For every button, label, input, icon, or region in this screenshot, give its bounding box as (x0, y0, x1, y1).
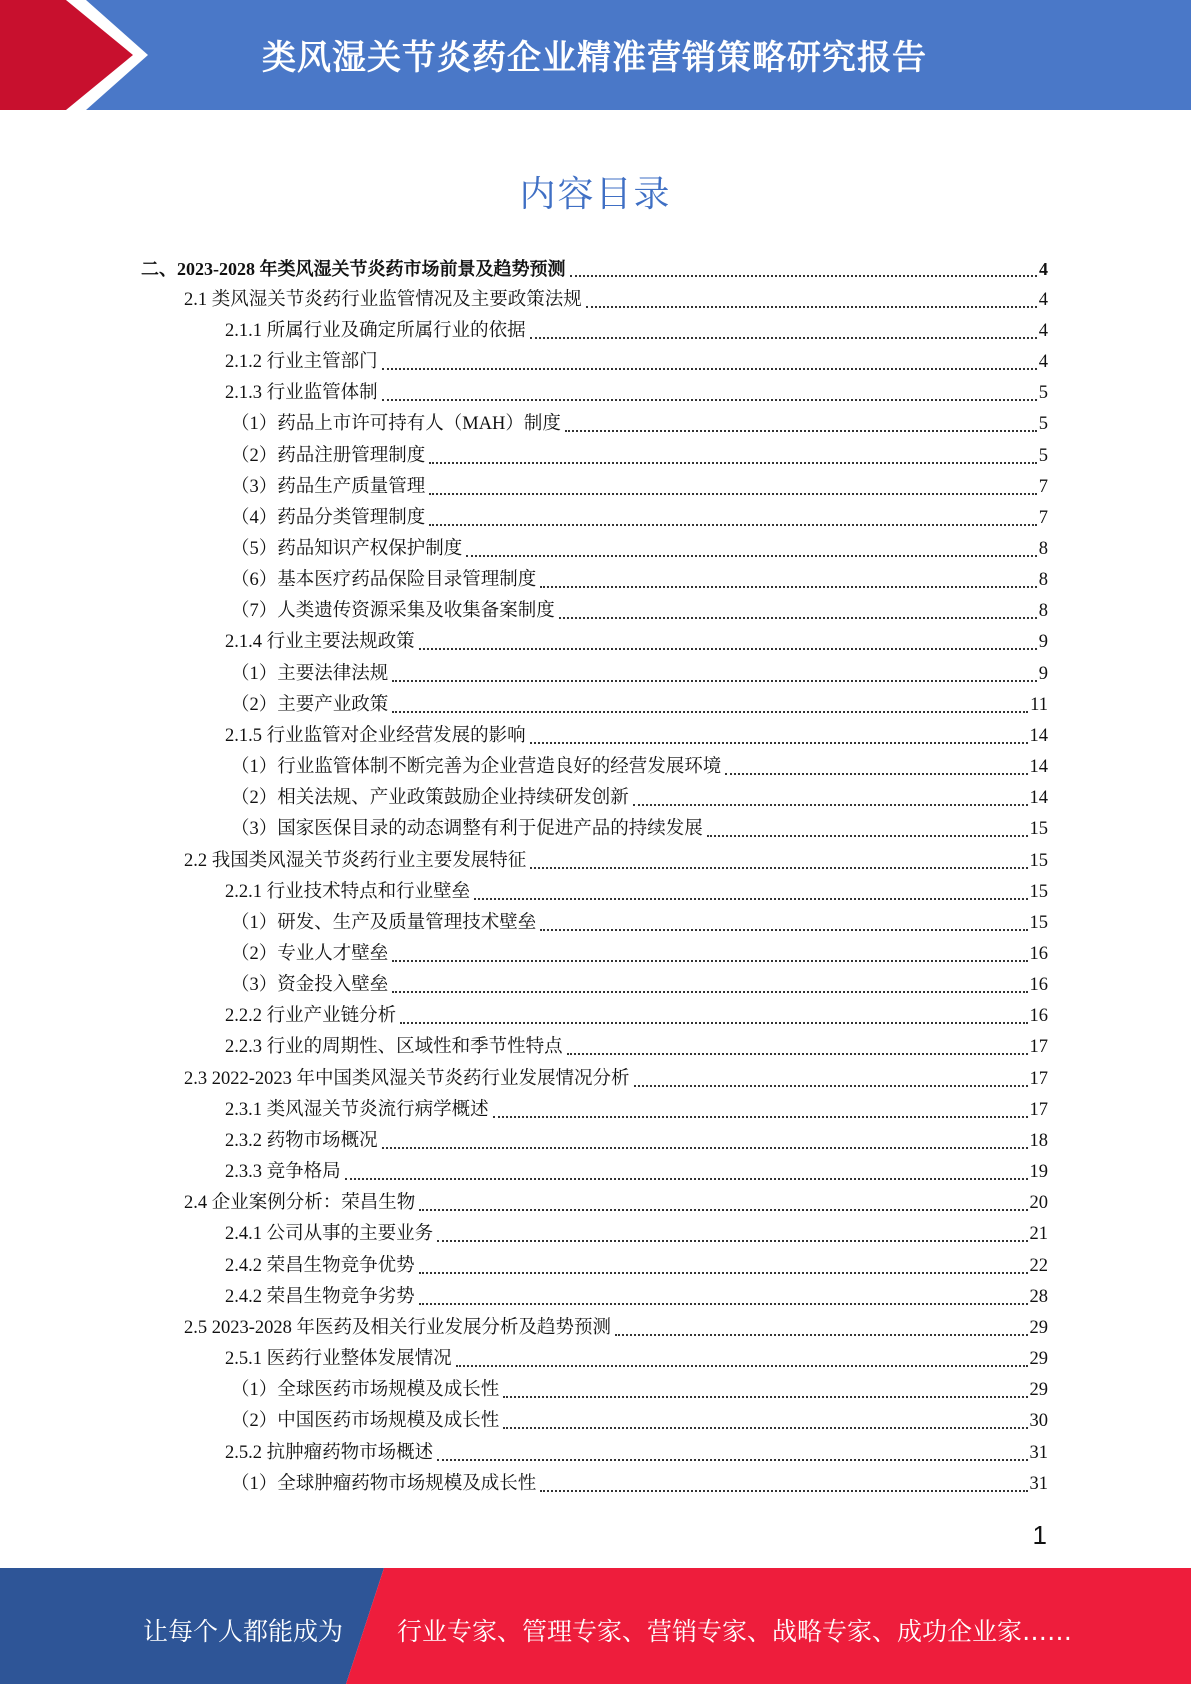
toc-entry-label: 2.2.2 行业产业链分析 (225, 1006, 397, 1027)
toc-leader-dots (503, 1396, 1027, 1398)
toc-entry-label: 2.1.4 行业主要法规政策 (225, 632, 415, 653)
toc-entry[interactable] (0, 1219, 1048, 1250)
toc-entry-page: 4 (1038, 320, 1048, 341)
toc-entry-label: 2.3.2 药物市场概况 (225, 1130, 378, 1151)
toc-leader-dots (382, 399, 1037, 401)
toc-entry[interactable] (0, 907, 1048, 938)
toc-entry[interactable] (0, 1250, 1048, 1281)
toc-leader-dots (429, 462, 1036, 464)
toc-entry-label: （1）行业监管体制不断完善为企业营造良好的经营发展环境 (231, 757, 722, 778)
toc-heading: 内容目录 (519, 174, 672, 215)
toc-entry-page: 22 (1029, 1255, 1048, 1276)
toc-leader-dots (540, 929, 1027, 931)
toc-entry-page: 16 (1029, 975, 1048, 996)
toc-entry[interactable] (0, 938, 1048, 969)
toc-entry-page: 7 (1038, 507, 1048, 528)
toc-leader-dots (707, 835, 1028, 837)
toc-entry-label: 2.5.2 抗肿瘤药物市场概述 (225, 1442, 434, 1463)
toc-entry-label: （5）药品知识产权保护制度 (231, 538, 463, 559)
toc-entry-page: 18 (1029, 1130, 1048, 1151)
toc-entry-page: 29 (1029, 1380, 1048, 1401)
toc-entry-label: （3）国家医保目录的动态调整有利于促进产品的持续发展 (231, 819, 703, 840)
toc-entry-page: 31 (1029, 1442, 1048, 1463)
toc-entry[interactable] (0, 1063, 1048, 1094)
toc-entry[interactable] (0, 1312, 1048, 1343)
toc-entry-page: 28 (1029, 1286, 1048, 1307)
toc-entry-page: 4 (1038, 352, 1048, 373)
toc-entry[interactable] (0, 720, 1048, 751)
toc-entry-label: （1）研发、生产及质量管理技术壁垒 (231, 912, 537, 933)
toc-entry[interactable] (0, 1125, 1048, 1156)
toc-leader-dots (725, 773, 1027, 775)
header-banner (0, 0, 1191, 110)
toc-leader-dots (382, 1147, 1028, 1149)
toc-leader-dots (456, 1365, 1028, 1367)
toc-entry[interactable] (0, 1468, 1048, 1499)
toc-entry-label: （3）药品生产质量管理 (231, 476, 426, 497)
toc-leader-dots (530, 337, 1037, 339)
toc-entry-page: 7 (1038, 476, 1048, 497)
toc-entry-label: 2.4 企业案例分析：荣昌生物 (184, 1193, 416, 1214)
footer-slogan-left: 让每个人都能成为 (143, 1617, 344, 1646)
toc-entry[interactable] (0, 689, 1048, 720)
toc-leader-dots (419, 1303, 1028, 1305)
toc-entry-page: 5 (1038, 414, 1048, 435)
toc-entry-page: 29 (1029, 1317, 1048, 1338)
toc-leader-dots (419, 1272, 1028, 1274)
toc-entry-label: 2.2.1 行业技术特点和行业壁垒 (225, 881, 471, 902)
toc-entry-page: 17 (1029, 1068, 1048, 1089)
toc-leader-dots (565, 430, 1037, 432)
toc-entry-page: 17 (1029, 1037, 1048, 1058)
chevron-logo-icon (0, 0, 160, 110)
toc-entry-label: 2.1.1 所属行业及确定所属行业的依据 (225, 320, 526, 341)
toc-entry-page: 29 (1029, 1349, 1048, 1370)
toc-entry-label: （2）药品注册管理制度 (231, 445, 426, 466)
toc-entry[interactable] (0, 1032, 1048, 1063)
toc-entry[interactable] (0, 1281, 1048, 1312)
toc-entry[interactable] (0, 783, 1048, 814)
toc-entry-page: 31 (1029, 1473, 1048, 1494)
report-title: 类风湿关节炎药企业精准营销策略研究报告 (262, 38, 927, 78)
footer-banner (0, 1568, 1191, 1684)
toc-entry-page: 30 (1029, 1411, 1048, 1432)
toc-entry-label: （2）主要产业政策 (231, 694, 389, 715)
toc-leader-dots (392, 991, 1027, 993)
toc-entry[interactable] (0, 1001, 1048, 1032)
toc-entry[interactable] (0, 253, 1048, 284)
toc-leader-dots (586, 306, 1037, 308)
toc-entry-label: 二、2023-2028 年类风湿关节炎药市场前景及趋势预测 (141, 258, 566, 279)
toc-entry-label: （1）全球医药市场规模及成长性 (231, 1380, 500, 1401)
toc-leader-dots (429, 493, 1036, 495)
toc-entry-label: （4）药品分类管理制度 (231, 507, 426, 528)
toc-leader-dots (570, 275, 1038, 277)
toc-leader-dots (503, 1427, 1027, 1429)
toc-entry[interactable] (0, 315, 1048, 346)
toc-entry-label: 2.4.2 荣昌生物竞争优势 (225, 1255, 415, 1276)
toc-entry-label: （2）相关法规、产业政策鼓励企业持续研发创新 (231, 788, 629, 809)
toc-leader-dots (419, 648, 1037, 650)
toc-entry-label: 2.1.5 行业监管对企业经营发展的影响 (225, 725, 526, 746)
toc-entry-label: 2.2 我国类风湿关节炎药行业主要发展特征 (184, 850, 527, 871)
toc-entry-page: 19 (1029, 1162, 1048, 1183)
toc-entry-label: （1）药品上市许可持有人（MAH）制度 (231, 414, 561, 435)
toc-entry-label: 2.3 2022-2023 年中国类风湿关节炎药行业发展情况分析 (184, 1068, 630, 1089)
toc-entry[interactable] (0, 346, 1048, 377)
toc-entry-label: （2）中国医药市场规模及成长性 (231, 1411, 500, 1432)
toc-leader-dots (466, 555, 1036, 557)
toc-entry-page: 4 (1039, 258, 1048, 279)
toc-entry-page: 15 (1029, 881, 1048, 902)
toc-leader-dots (567, 1053, 1028, 1055)
toc-leader-dots (634, 1085, 1028, 1087)
toc-entry[interactable] (0, 378, 1048, 409)
toc-leader-dots (429, 524, 1036, 526)
toc-leader-dots (530, 742, 1028, 744)
toc-entry-page: 8 (1038, 570, 1048, 591)
toc-entry-label: 2.4.2 荣昌生物竞争劣势 (225, 1286, 415, 1307)
toc-entry[interactable] (0, 1094, 1048, 1125)
toc-leader-dots (392, 960, 1027, 962)
toc-leader-dots (493, 1116, 1028, 1118)
toc-entry-page: 9 (1038, 663, 1048, 684)
toc-leader-dots (474, 898, 1027, 900)
toc-entry-label: （6）基本医疗药品保险目录管理制度 (231, 570, 537, 591)
toc-leader-dots (530, 867, 1027, 869)
toc-entry[interactable] (0, 440, 1048, 471)
toc-entry[interactable] (0, 845, 1048, 876)
toc-entry-label: 2.3.3 竞争格局 (225, 1162, 341, 1183)
toc-entry-label: 2.5 2023-2028 年医药及相关行业发展分析及趋势预测 (184, 1317, 612, 1338)
toc-entry[interactable] (0, 565, 1048, 596)
footer-slogan-right: 行业专家、管理专家、营销专家、战略专家、成功企业家…… (397, 1617, 1073, 1646)
toc-entry[interactable] (0, 1375, 1048, 1406)
toc-leader-dots (437, 1240, 1027, 1242)
toc-entry[interactable] (0, 284, 1048, 315)
toc-entry-label: （7）人类遗传资源采集及收集备案制度 (231, 601, 555, 622)
toc-leader-dots (392, 680, 1036, 682)
toc-entry[interactable] (0, 876, 1048, 907)
toc-leader-dots (382, 368, 1037, 370)
toc-entry[interactable] (0, 1188, 1048, 1219)
toc-entry-label: 2.1.3 行业监管体制 (225, 383, 378, 404)
toc-leader-dots (400, 1022, 1027, 1024)
toc-entry-page: 20 (1029, 1193, 1048, 1214)
toc-entry[interactable] (0, 1157, 1048, 1188)
toc-entry-label: （1）全球肿瘤药物市场规模及成长性 (231, 1473, 537, 1494)
toc-entry-label: （3）资金投入壁垒 (231, 975, 389, 996)
toc-leader-dots (615, 1334, 1027, 1336)
toc-entry-label: 2.2.3 行业的周期性、区域性和季节性特点 (225, 1037, 563, 1058)
toc-entry[interactable] (0, 627, 1048, 658)
toc-entry-label: （1）主要法律法规 (231, 663, 389, 684)
page-number: 1 (1032, 1520, 1047, 1550)
toc-entry-page: 9 (1038, 632, 1048, 653)
toc-entry[interactable] (0, 752, 1048, 783)
toc-entry-page: 15 (1029, 912, 1048, 933)
toc-leader-dots (559, 617, 1037, 619)
toc-entry[interactable] (0, 502, 1048, 533)
toc-entry[interactable] (0, 658, 1048, 689)
toc-entry[interactable] (0, 1437, 1048, 1468)
toc-entry-page: 14 (1029, 725, 1048, 746)
toc-leader-dots (540, 586, 1036, 588)
toc-entry-page: 11 (1030, 694, 1048, 715)
toc-entry-page: 16 (1029, 1006, 1048, 1027)
toc-entry[interactable] (0, 970, 1048, 1001)
toc-entry[interactable] (0, 1343, 1048, 1374)
toc-entry-page: 15 (1029, 850, 1048, 871)
toc-entry[interactable] (0, 409, 1048, 440)
toc-entry-page: 14 (1029, 788, 1048, 809)
toc-leader-dots (419, 1209, 1027, 1211)
toc-leader-dots (392, 711, 1028, 713)
toc-entry-page: 21 (1029, 1224, 1048, 1245)
toc-entry-page: 8 (1038, 538, 1048, 559)
toc-leader-dots (437, 1459, 1027, 1461)
toc-leader-dots (345, 1178, 1028, 1180)
toc-entry-label: （2）专业人才壁垒 (231, 944, 389, 965)
toc-entry-page: 4 (1038, 289, 1048, 310)
toc-entry[interactable] (0, 814, 1048, 845)
table-of-contents (0, 253, 1191, 1499)
toc-entry-page: 8 (1038, 601, 1048, 622)
toc-entry-page: 5 (1038, 445, 1048, 466)
toc-entry[interactable] (0, 1406, 1048, 1437)
toc-entry-page: 15 (1029, 819, 1048, 840)
toc-entry-page: 14 (1029, 757, 1048, 778)
toc-entry-label: 2.1 类风湿关节炎药行业监管情况及主要政策法规 (184, 289, 582, 310)
toc-entry-label: 2.1.2 行业主管部门 (225, 352, 378, 373)
toc-entry-page: 5 (1038, 383, 1048, 404)
toc-entry-page: 17 (1029, 1099, 1048, 1120)
toc-entry[interactable] (0, 471, 1048, 502)
toc-entry[interactable] (0, 596, 1048, 627)
toc-leader-dots (540, 1490, 1027, 1492)
toc-entry-label: 2.3.1 类风湿关节炎流行病学概述 (225, 1099, 489, 1120)
toc-entry-label: 2.4.1 公司从事的主要业务 (225, 1224, 434, 1245)
toc-entry-label: 2.5.1 医药行业整体发展情况 (225, 1349, 452, 1370)
toc-leader-dots (633, 804, 1028, 806)
toc-entry-page: 16 (1029, 944, 1048, 965)
toc-entry[interactable] (0, 533, 1048, 564)
